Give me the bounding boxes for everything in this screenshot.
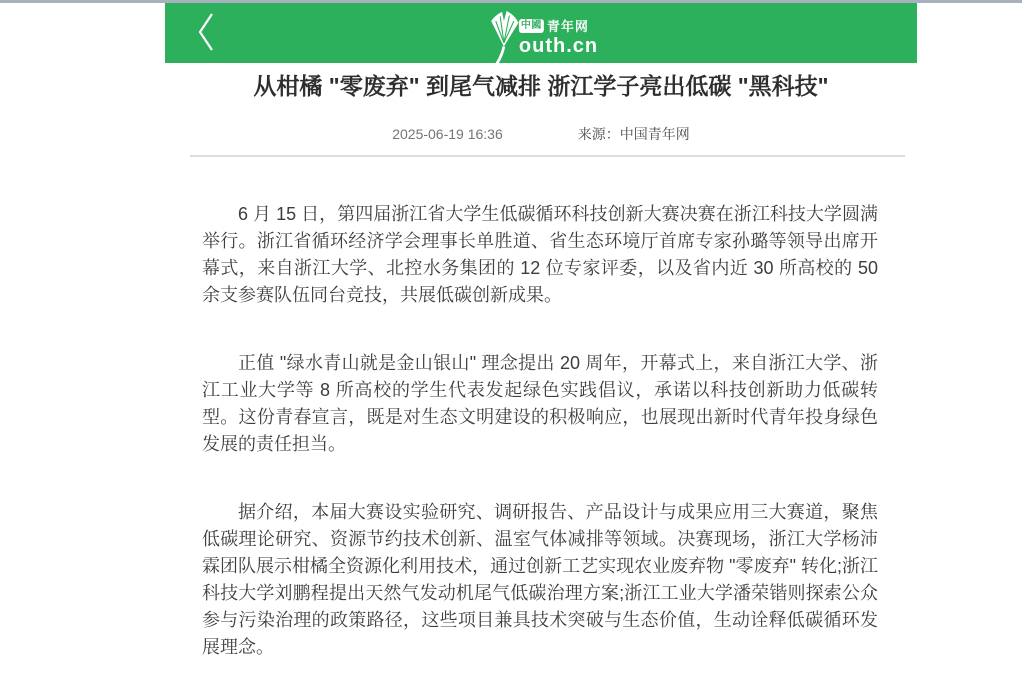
article-paragraph: 正值 "绿水青山就是金山银山" 理念提出 20 周年，开幕式上，来自浙江大学、浙江工业大学等 8 所高校的学生代表发起绿色实践倡议，承诺以科技创新助力低碳转型。这份青春宣言，既是对生态文明建设的积极响应，也展现出新时代青年投身绿色发展的责任担当。 (202, 353, 878, 454)
article-container (165, 3, 917, 661)
logo-domain: outh.cn (518, 35, 599, 57)
article-title: 从柑橘 "零废弃" 到尾气减排 浙江学子亮出低碳 "黑科技" (253, 73, 829, 99)
article-header-bar (165, 3, 917, 63)
publish-time: 2025-06-19 16:36 (392, 126, 503, 142)
article-paragraph: 6 月 15 日，第四届浙江省大学生低碳循环科技创新大赛决赛在浙江科技大学圆满举行。浙江省循环经济学会理事长单胜道、省生态环境厅首席专家孙璐等领导出席开幕式，来自浙江大学、北控水务集团的 12 位专家评委，以及省内近 30 所高校的 50 余支参赛队伍同台竞技，共展低碳创新成果。 (202, 204, 878, 305)
back-button[interactable] (191, 3, 221, 63)
article-paragraph: 据介绍，本届大赛设实验研究、调研报告、产品设计与成果应用三大赛道，聚焦低碳理论研究、资源节约技术创新、温室气体减排等领域。决赛现场，浙江大学杨沛霖团队展示柑橘全资源化利用技术，通过创新工艺实现农业废弃物 "零废弃" 转化;浙江科技大学刘鹏程提出天然气发动机尾气低碳治理方案;浙江工业大学潘荣锴则探索公众参与污染治理的政策路径，这些项目兼具技术突破与生态价值，生动诠释低碳循环发展理念。 (202, 502, 878, 657)
ginkgo-leaf-icon (484, 7, 524, 74)
logo-badge: 中國 (520, 19, 542, 31)
article-source: 来源：中国青年网 (577, 126, 690, 142)
site-logo[interactable] (484, 7, 598, 74)
article-meta (165, 124, 917, 144)
logo-row-top (519, 16, 598, 35)
logo-text (519, 7, 598, 57)
chevron-left-icon (197, 11, 215, 56)
logo-site-name: 青年网 (546, 19, 589, 34)
article-body (165, 157, 917, 661)
